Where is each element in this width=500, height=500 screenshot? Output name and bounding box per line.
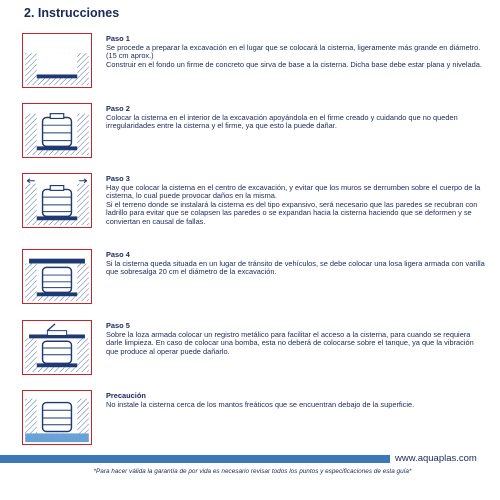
- warranty-note: *Para hacer válida la garantía de por vida es necesario revisar todos los puntos y especificaciones de esta guía*: [93, 468, 412, 475]
- precaution-illustration: [22, 390, 92, 445]
- step-5-illustration: [22, 320, 92, 375]
- step-3-illustration: [22, 173, 92, 228]
- step-4-heading: Paso 4: [106, 250, 130, 259]
- precaution-heading: Precaución: [106, 391, 146, 400]
- step-1-heading: Paso 1: [106, 34, 130, 43]
- step-1-text-1: Se procede a preparar la excavación en el lugar que se colocará la cisterna, ligeramente más grande en diámetro. (15 cm aprox.): [106, 42, 481, 61]
- step-4-text-1: Si la cisterna queda situada en un lugar de tránsito de vehículos, se debe colocar una losa ligera armada con varilla que sobresalga 20 cm el diámetro de la excavación.: [106, 258, 485, 277]
- step-5-heading: Paso 5: [106, 321, 130, 330]
- step-3-text-2: Si el terreno donde se instalará la cisterna es del tipo expansivo, será necesario que las paredes se recubran con ladrillo para evitar que se colapsen las paredes o se expandan hacia la cisterna haciendo que se deformen y se conviertan en causal de fallas.: [106, 199, 478, 226]
- step-2-text-1: Colocar la cisterna en el interior de la excavación apoyándola en el firme creado y cuidando que no queden irregularidades entre la cisterna y el firme, ya que esto la puede dañar.: [106, 112, 458, 131]
- step-5-text-1: Sobre la loza armada colocar un registro metálico para facilitar el acceso a la cisterna, para cuando se requiera darle limpieza. En caso de colocar una bomba, esta no deberá de colocarse sobre el tanque, ya que la vibración que produce al operar puede dañarlo.: [106, 329, 474, 356]
- step-4-illustration: [22, 249, 92, 304]
- step-1-text-2: Construir en el fondo un firme de concreto que sirva de base a la cisterna. Dicha base debe estar plana y nivelada.: [106, 59, 482, 69]
- step-2-illustration: [22, 103, 92, 158]
- step-3-text-1: Hay que colocar la cisterna en el centro de excavación, y evitar que los muros se derrumben sobre el cuerpo de la cisterna, lo cual puede provocar daños en la misma.: [106, 182, 481, 201]
- website-url[interactable]: www.aquaplas.com: [395, 453, 477, 464]
- step-3-heading: Paso 3: [106, 174, 130, 183]
- step-1-illustration: [22, 33, 92, 88]
- precaution-text-1: No instale la cisterna cerca de los mantos freáticos que se encuentran debajo de la superficie.: [106, 399, 415, 409]
- step-2-heading: Paso 2: [106, 104, 130, 113]
- footer-bar: [0, 455, 390, 463]
- section-title: 2. Instrucciones: [24, 6, 120, 20]
